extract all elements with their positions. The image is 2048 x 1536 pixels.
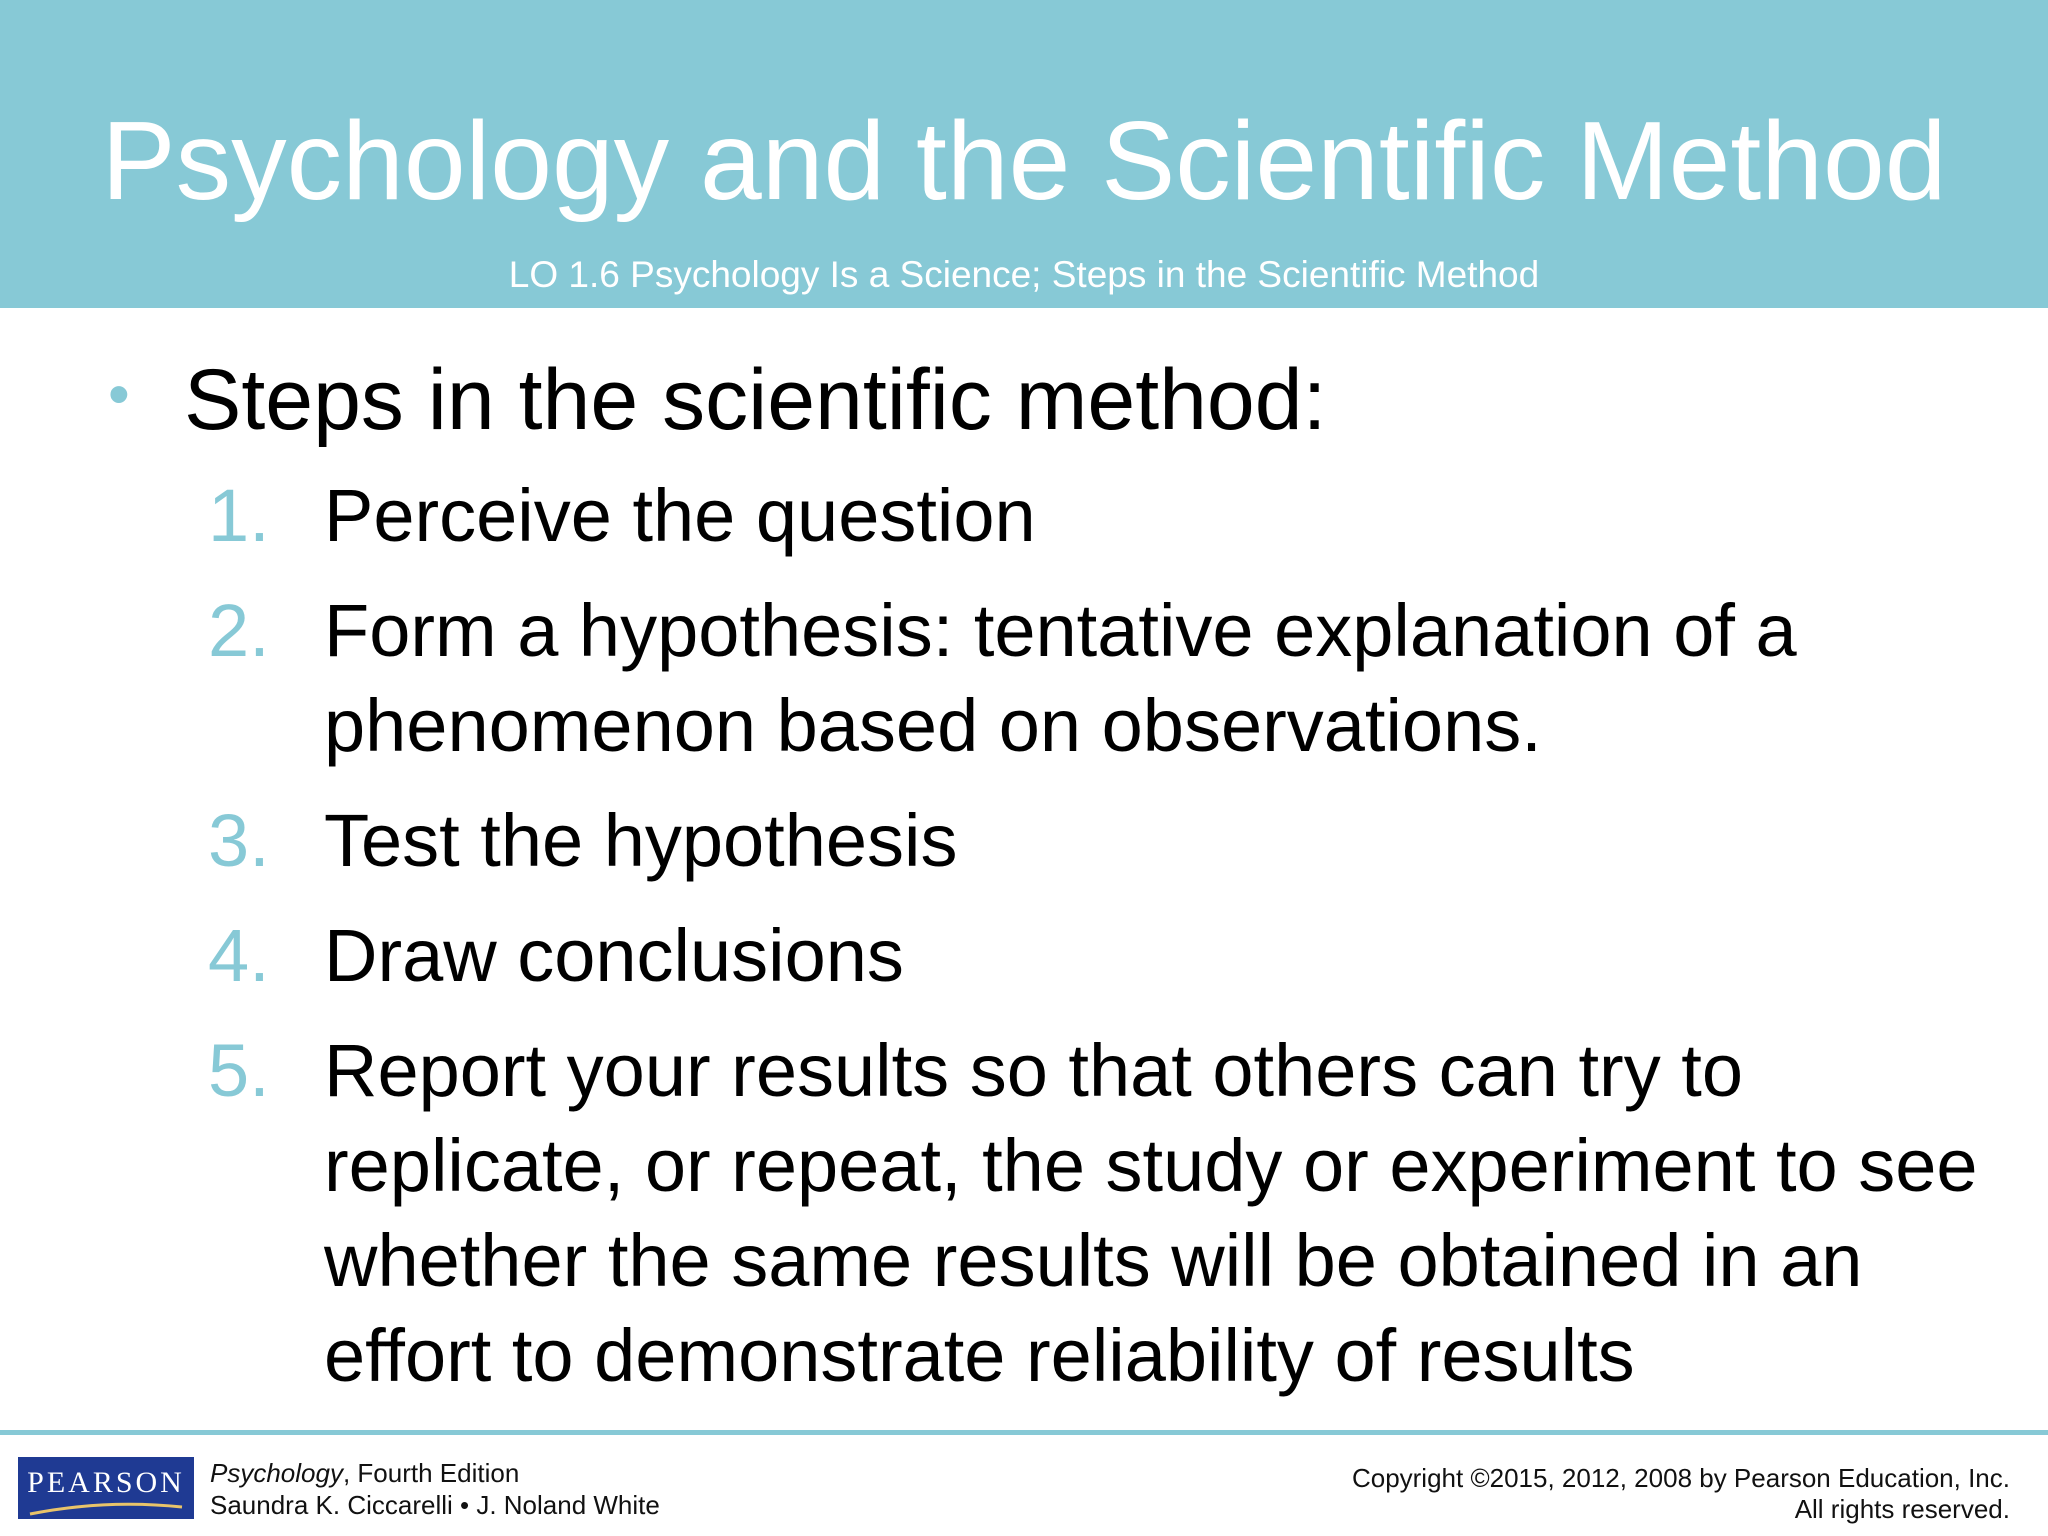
step-item [0, 908, 2048, 1003]
steps-list [0, 468, 2048, 1423]
step-number: 4. [208, 914, 270, 997]
step-item [0, 1023, 2048, 1403]
step-text: Form a hypothesis: tentative explanation of a phenomenon based on observations. [324, 589, 1797, 767]
bullet-icon: • [108, 360, 130, 429]
slide-content [0, 308, 2048, 1428]
step-text: Draw conclusions [324, 914, 904, 997]
book-title [210, 1458, 519, 1488]
slide-title: Psychology and the Scientific Method [101, 99, 1947, 223]
bullet-heading: Steps in the scientific method: [184, 352, 1327, 448]
logo-swoosh-icon [26, 1501, 186, 1517]
step-item [0, 468, 2048, 563]
logo-wordmark: PEARSON [27, 1466, 185, 1499]
step-text: Test the hypothesis [324, 799, 958, 882]
copyright-notice: Copyright ©2015, 2012, 2008 by Pearson Education, Inc. [1351, 1463, 2010, 1493]
footer-divider [0, 1430, 2048, 1435]
step-text: Report your results so that others can try to replicate, or repeat, the study or experiment to see whether the same results will be obtained in an effort to demonstrate reliability of results [324, 1029, 1978, 1397]
step-number: 1. [208, 474, 270, 557]
book-edition: , Fourth Edition [342, 1458, 520, 1488]
book-authors: Saundra K. Ciccarelli • J. Noland White [210, 1490, 660, 1520]
rights-notice: All rights reserved. [1794, 1494, 2010, 1524]
book-title-name: Psychology [210, 1458, 343, 1488]
pearson-logo [18, 1457, 194, 1519]
step-number: 5. [208, 1029, 270, 1112]
step-number: 3. [208, 799, 270, 882]
step-item [0, 583, 2048, 773]
header-band [0, 0, 2048, 308]
step-item [0, 793, 2048, 888]
step-text: Perceive the question [324, 474, 1036, 557]
slide-subtitle: LO 1.6 Psychology Is a Science; Steps in the Scientific Method [508, 254, 1540, 295]
step-number: 2. [208, 589, 270, 672]
